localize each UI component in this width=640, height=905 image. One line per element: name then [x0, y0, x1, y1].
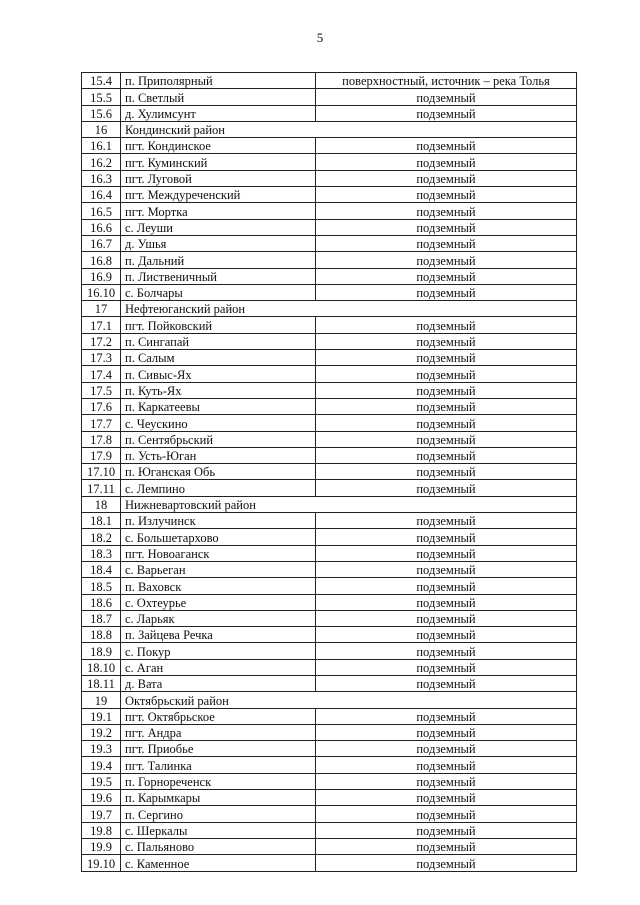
row-number: 18.1	[82, 513, 121, 529]
row-number: 19.2	[82, 724, 121, 740]
row-number: 18.8	[82, 627, 121, 643]
row-number: 19.3	[82, 741, 121, 757]
table-row	[82, 708, 577, 724]
table-row	[82, 317, 577, 333]
table-row	[82, 773, 577, 789]
water-source-type: подземный	[316, 480, 577, 496]
water-source-type: подземный	[316, 838, 577, 854]
water-source-type: подземный	[316, 659, 577, 675]
row-number: 18.10	[82, 659, 121, 675]
settlement-name: п. Лиственичный	[121, 268, 316, 284]
settlement-name: п. Куть-Ях	[121, 382, 316, 398]
row-number: 15.4	[82, 73, 121, 89]
table-row	[82, 855, 577, 871]
water-source-type: подземный	[316, 675, 577, 691]
water-source-type: подземный	[316, 643, 577, 659]
row-number: 19.4	[82, 757, 121, 773]
water-source-type: подземный	[316, 610, 577, 626]
settlement-name: пгт. Приобье	[121, 741, 316, 757]
settlement-name: п. Излучинск	[121, 513, 316, 529]
row-number: 17.4	[82, 366, 121, 382]
table-row	[82, 724, 577, 740]
row-number: 17.6	[82, 398, 121, 414]
settlement-name: пгт. Пойковский	[121, 317, 316, 333]
row-number: 18	[82, 496, 121, 512]
row-number: 16.4	[82, 187, 121, 203]
water-source-type: подземный	[316, 757, 577, 773]
water-source-type: подземный	[316, 741, 577, 757]
row-number: 16.9	[82, 268, 121, 284]
table-row	[82, 284, 577, 300]
row-number: 18.2	[82, 529, 121, 545]
settlement-name: с. Пальяново	[121, 838, 316, 854]
water-source-type: подземный	[316, 415, 577, 431]
settlement-name: п. Сивыс-Ях	[121, 366, 316, 382]
table-row	[82, 170, 577, 186]
table-row	[82, 578, 577, 594]
settlement-name: с. Лемпино	[121, 480, 316, 496]
water-source-type: подземный	[316, 724, 577, 740]
row-number: 15.6	[82, 105, 121, 121]
row-number: 17	[82, 301, 121, 317]
settlement-name: п. Усть-Юган	[121, 447, 316, 463]
water-source-type: подземный	[316, 252, 577, 268]
settlement-name: п. Зайцева Речка	[121, 627, 316, 643]
district-row	[82, 121, 577, 137]
row-number: 16.6	[82, 219, 121, 235]
district-row	[82, 692, 577, 708]
table-row	[82, 447, 577, 463]
table-row	[82, 138, 577, 154]
water-source-type: подземный	[316, 138, 577, 154]
table-row	[82, 333, 577, 349]
row-number: 17.1	[82, 317, 121, 333]
water-source-type: подземный	[316, 366, 577, 382]
settlement-name: пгт. Междуреченский	[121, 187, 316, 203]
settlement-name: с. Чеускино	[121, 415, 316, 431]
settlement-name: с. Каменное	[121, 855, 316, 871]
settlement-name: п. Приполярный	[121, 73, 316, 89]
settlement-name: п. Сингапай	[121, 333, 316, 349]
row-number: 16.1	[82, 138, 121, 154]
table-row	[82, 398, 577, 414]
water-source-type: подземный	[316, 105, 577, 121]
row-number: 16.10	[82, 284, 121, 300]
settlement-name: пгт. Кондинское	[121, 138, 316, 154]
row-number: 17.11	[82, 480, 121, 496]
water-source-type: подземный	[316, 529, 577, 545]
water-source-type: подземный	[316, 382, 577, 398]
table-row	[82, 431, 577, 447]
settlement-name: пгт. Луговой	[121, 170, 316, 186]
table-row	[82, 610, 577, 626]
settlement-name: д. Хулимсунт	[121, 105, 316, 121]
settlement-name: с. Покур	[121, 643, 316, 659]
water-source-type: подземный	[316, 187, 577, 203]
settlement-name: с. Ларьяк	[121, 610, 316, 626]
row-number: 19.9	[82, 838, 121, 854]
row-number: 18.9	[82, 643, 121, 659]
water-source-type: подземный	[316, 822, 577, 838]
row-number: 19	[82, 692, 121, 708]
water-source-type: подземный	[316, 627, 577, 643]
water-source-type: подземный	[316, 447, 577, 463]
table-row	[82, 219, 577, 235]
water-source-type: подземный	[316, 398, 577, 414]
table-row	[82, 561, 577, 577]
table-row	[82, 105, 577, 121]
settlement-name: п. Светлый	[121, 89, 316, 105]
settlement-name: п. Каркатеевы	[121, 398, 316, 414]
water-source-type: подземный	[316, 284, 577, 300]
settlement-name: п. Сергино	[121, 806, 316, 822]
water-source-type: подземный	[316, 708, 577, 724]
water-source-type: подземный	[316, 790, 577, 806]
district-name: Нижневартовский район	[121, 496, 577, 512]
water-source-type: подземный	[316, 806, 577, 822]
row-number: 19.1	[82, 708, 121, 724]
settlement-name: п. Дальний	[121, 252, 316, 268]
row-number: 19.8	[82, 822, 121, 838]
row-number: 18.3	[82, 545, 121, 561]
row-number: 16.8	[82, 252, 121, 268]
water-source-type: подземный	[316, 855, 577, 871]
row-number: 16.7	[82, 235, 121, 251]
table-row	[82, 741, 577, 757]
row-number: 17.3	[82, 350, 121, 366]
water-source-type: подземный	[316, 333, 577, 349]
table-row	[82, 73, 577, 89]
table-row	[82, 350, 577, 366]
settlement-name: с. Большетархово	[121, 529, 316, 545]
table-row	[82, 659, 577, 675]
settlement-name: п. Салым	[121, 350, 316, 366]
settlement-name: с. Леуши	[121, 219, 316, 235]
settlement-name: с. Охтеурье	[121, 594, 316, 610]
row-number: 19.5	[82, 773, 121, 789]
row-number: 17.9	[82, 447, 121, 463]
row-number: 17.10	[82, 464, 121, 480]
row-number: 18.7	[82, 610, 121, 626]
table-row	[82, 366, 577, 382]
settlement-name: пгт. Куминский	[121, 154, 316, 170]
row-number: 18.4	[82, 561, 121, 577]
row-number: 19.10	[82, 855, 121, 871]
water-source-type: подземный	[316, 203, 577, 219]
table-row	[82, 529, 577, 545]
water-source-table	[81, 72, 577, 872]
district-name: Кондинский район	[121, 121, 577, 137]
table-row	[82, 89, 577, 105]
table-row	[82, 757, 577, 773]
row-number: 16.5	[82, 203, 121, 219]
settlement-name: д. Вата	[121, 675, 316, 691]
settlement-name: пгт. Мортка	[121, 203, 316, 219]
table-row	[82, 252, 577, 268]
table-row	[82, 480, 577, 496]
water-source-type: подземный	[316, 773, 577, 789]
table-row	[82, 154, 577, 170]
row-number: 18.5	[82, 578, 121, 594]
district-row	[82, 496, 577, 512]
table-row	[82, 235, 577, 251]
settlement-name: с. Варьеган	[121, 561, 316, 577]
table-row	[82, 513, 577, 529]
page-number: 5	[316, 30, 324, 45]
row-number: 19.6	[82, 790, 121, 806]
water-source-type: подземный	[316, 513, 577, 529]
table-row	[82, 545, 577, 561]
water-source-type: поверхностный, источник – река Толья	[316, 73, 577, 89]
table-row	[82, 822, 577, 838]
settlement-name: п. Карымкары	[121, 790, 316, 806]
water-source-type: подземный	[316, 89, 577, 105]
settlement-name: с. Аган	[121, 659, 316, 675]
row-number: 17.5	[82, 382, 121, 398]
table-row	[82, 382, 577, 398]
table-row	[82, 838, 577, 854]
row-number: 16.3	[82, 170, 121, 186]
water-source-type: подземный	[316, 561, 577, 577]
settlement-name: пгт. Новоаганск	[121, 545, 316, 561]
table-row	[82, 187, 577, 203]
table-row	[82, 806, 577, 822]
settlement-name: п. Горнореченск	[121, 773, 316, 789]
water-source-type: подземный	[316, 431, 577, 447]
water-source-type: подземный	[316, 594, 577, 610]
water-source-type: подземный	[316, 268, 577, 284]
table-row	[82, 675, 577, 691]
settlement-name: пгт. Андра	[121, 724, 316, 740]
water-source-type: подземный	[316, 235, 577, 251]
table-row	[82, 415, 577, 431]
row-number: 19.7	[82, 806, 121, 822]
settlement-name: с. Болчары	[121, 284, 316, 300]
settlement-name: пгт. Талинка	[121, 757, 316, 773]
table-row	[82, 464, 577, 480]
row-number: 16.2	[82, 154, 121, 170]
water-source-type: подземный	[316, 578, 577, 594]
water-source-type: подземный	[316, 219, 577, 235]
table-row	[82, 203, 577, 219]
row-number: 18.11	[82, 675, 121, 691]
water-source-type: подземный	[316, 154, 577, 170]
water-source-type: подземный	[316, 350, 577, 366]
table-row	[82, 268, 577, 284]
settlement-name: с. Шеркалы	[121, 822, 316, 838]
district-name: Октябрьский район	[121, 692, 577, 708]
settlement-name: п. Юганская Обь	[121, 464, 316, 480]
table-row	[82, 594, 577, 610]
settlement-name: п. Ваховск	[121, 578, 316, 594]
table-row	[82, 643, 577, 659]
table-row	[82, 790, 577, 806]
water-source-type: подземный	[316, 317, 577, 333]
row-number: 18.6	[82, 594, 121, 610]
row-number: 17.7	[82, 415, 121, 431]
district-row	[82, 301, 577, 317]
water-source-type: подземный	[316, 170, 577, 186]
row-number: 16	[82, 121, 121, 137]
table-row	[82, 627, 577, 643]
water-source-type: подземный	[316, 464, 577, 480]
row-number: 17.2	[82, 333, 121, 349]
row-number: 17.8	[82, 431, 121, 447]
district-name: Нефтеюганский район	[121, 301, 577, 317]
settlement-name: д. Ушья	[121, 235, 316, 251]
settlement-name: п. Сентябрьский	[121, 431, 316, 447]
table-body	[82, 73, 577, 872]
water-source-type: подземный	[316, 545, 577, 561]
settlement-name: пгт. Октябрьское	[121, 708, 316, 724]
row-number: 15.5	[82, 89, 121, 105]
